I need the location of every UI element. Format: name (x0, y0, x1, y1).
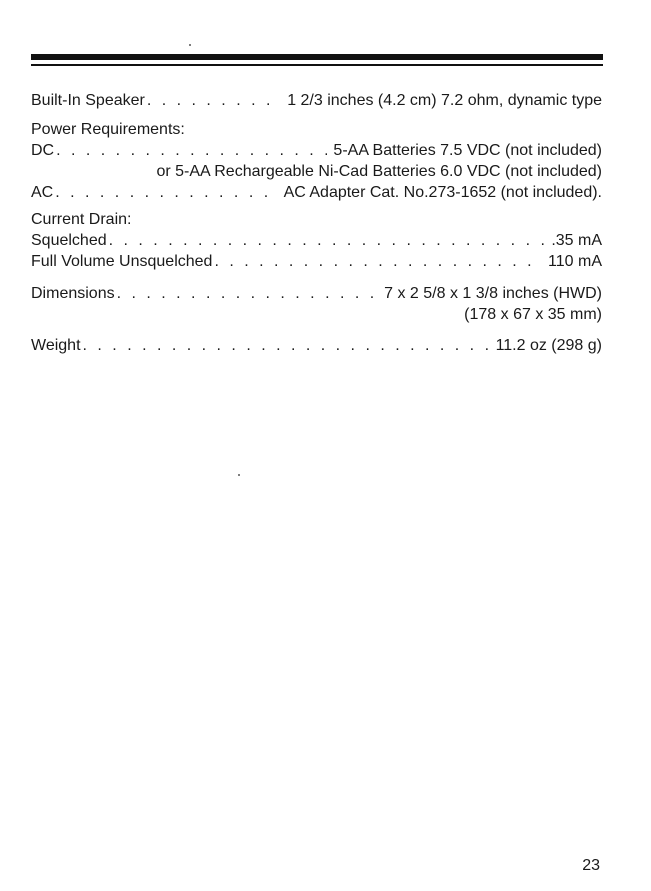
print-speck (189, 44, 191, 46)
dimensions-label: Dimensions (31, 285, 115, 302)
power-dc-label: DC (31, 142, 55, 159)
current-squelched-value: .35 mA (551, 232, 602, 249)
page-number: 23 (582, 857, 600, 874)
dot-leader (147, 91, 281, 110)
power-ac-value: AC Adapter Cat. No.273-1652 (not included). (283, 184, 602, 201)
power-dc-row (31, 141, 602, 162)
spec-power (31, 120, 602, 204)
current-squelched-label: Squelched (31, 232, 107, 249)
header-rule-thin (31, 64, 603, 66)
dot-leader (55, 183, 277, 202)
spec-dimensions (31, 284, 602, 326)
weight-label: Weight (31, 337, 81, 354)
dot-leader (56, 141, 327, 160)
dot-leader (214, 252, 542, 271)
weight-value: 11.2 oz (298 g) (495, 337, 602, 354)
print-speck (238, 474, 240, 476)
current-full-row (31, 252, 602, 273)
speaker-row (31, 91, 602, 112)
dot-leader (109, 231, 546, 250)
dimensions-row (31, 284, 602, 305)
power-dc-alt: or 5-AA Rechargeable Ni-Cad Batteries 6.0 VDC (not included) (156, 163, 602, 180)
current-full-label: Full Volume Unsquelched (31, 253, 213, 270)
weight-row (31, 336, 602, 357)
dot-leader (83, 336, 490, 355)
current-squelched-row (31, 231, 602, 252)
dimensions-metric: (178 x 67 x 35 mm) (464, 306, 602, 323)
speaker-label: Built-In Speaker (31, 92, 145, 109)
header-rule-thick (31, 54, 603, 60)
dimensions-value: 7 x 2 5/8 x 1 3/8 inches (HWD) (384, 285, 602, 302)
speaker-value: 1 2/3 inches (4.2 cm) 7.2 ohm, dynamic type (287, 92, 602, 109)
current-full-value: 110 mA (548, 253, 602, 270)
current-heading: Current Drain: (31, 211, 132, 228)
power-heading: Power Requirements: (31, 121, 185, 138)
power-ac-row (31, 183, 602, 204)
spec-speaker (31, 91, 602, 112)
spec-weight (31, 336, 602, 357)
power-dc-value: 5-AA Batteries 7.5 VDC (not included) (333, 142, 602, 159)
dot-leader (117, 284, 379, 303)
power-ac-label: AC (31, 184, 54, 201)
spec-current (31, 210, 602, 273)
